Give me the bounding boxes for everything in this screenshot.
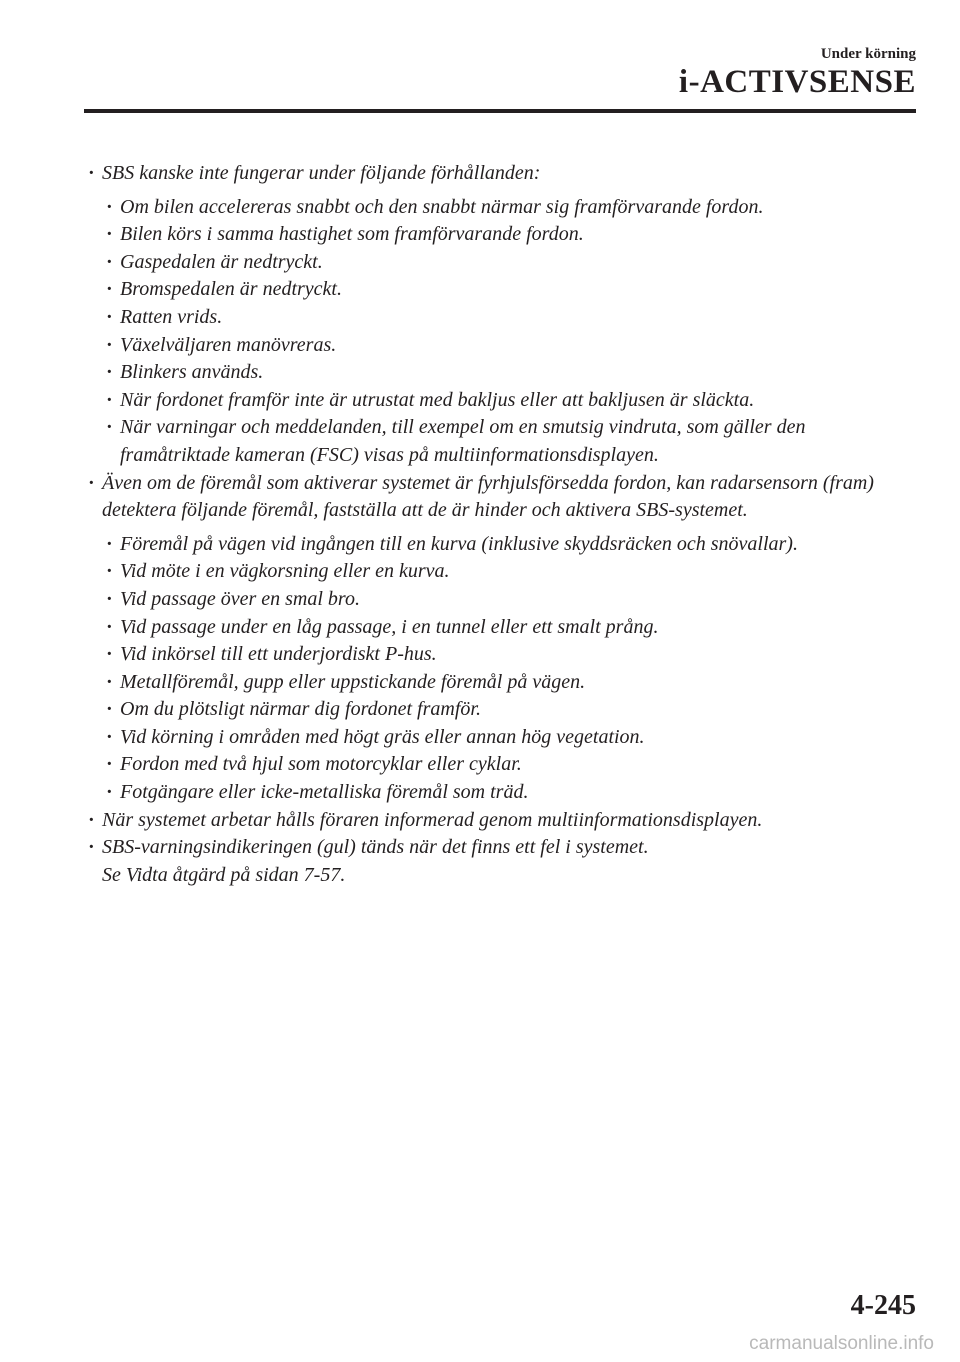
sub-bullet-item: · Blinkers används. [104, 359, 916, 387]
chapter-title: i-ACTIVSENSE [678, 64, 916, 100]
bullet-item: · SBS kanske inte fungerar under följande förhållanden: [86, 160, 916, 188]
sub-bullet-item: · Gaspedalen är nedtryckt. [104, 249, 916, 277]
sub-bullet-item: · Vid inkörsel till ett underjordiskt P-hus. [104, 641, 916, 669]
bullet-item: · När systemet arbetar hålls föraren informerad genom multiinformationsdisplayen. [86, 807, 916, 835]
sub-bullet-item: · När varningar och meddelanden, till exempel om en smutsig vindruta, som gäller den framåtriktade kameran (FSC) visas på multiinformationsdisplayen. [104, 414, 916, 469]
header-rule [84, 109, 916, 113]
sub-bullet-item: · Fordon med två hjul som motorcyklar eller cyklar. [104, 751, 916, 779]
sub-bullet-item: · När fordonet framför inte är utrustat med bakljus eller att bakljusen är släckta. [104, 387, 916, 415]
page-number: 4-245 [850, 1290, 916, 1321]
page-reference: Se Vidta åtgärd på sidan 7-57. [102, 863, 346, 886]
bullet-item: · Även om de föremål som aktiverar systemet är fyrhjulsförsedda fordon, kan radarsensorn (fram) detektera följande föremål, fastställa att de är hinder och aktivera SBS-systemet. [86, 470, 916, 525]
sub-bullet-item: · Föremål på vägen vid ingången till en kurva (inklusive skyddsräcken och snövallar). [104, 531, 916, 559]
sub-bullet-item: · Vid passage över en smal bro. [104, 586, 916, 614]
sub-bullet-item: · Om bilen accelereras snabbt och den snabbt närmar sig framförvarande fordon. [104, 194, 916, 222]
sub-bullet-item: · Om du plötsligt närmar dig fordonet framför. [104, 696, 916, 724]
bullet-item: · SBS-varningsindikeringen (gul) tänds när det finns ett fel i systemet. [86, 834, 916, 862]
sub-bullet-item: · Vid passage under en låg passage, i en tunnel eller ett smalt prång. [104, 614, 916, 642]
section-label: Under körning [820, 46, 916, 62]
sub-bullet-item: · Metallföremål, gupp eller uppstickande föremål på vägen. [104, 669, 916, 697]
sub-bullet-item: · Bilen körs i samma hastighet som framförvarande fordon. [104, 221, 916, 249]
sub-bullet-item: · Växelväljaren manövreras. [104, 332, 916, 360]
watermark: carmanualsonline.info [749, 1333, 934, 1354]
sub-bullet-item: · Vid möte i en vägkorsning eller en kurva. [104, 558, 916, 586]
content-body [86, 160, 916, 889]
sub-bullet-item: · Bromspedalen är nedtryckt. [104, 276, 916, 304]
sub-bullet-item: · Vid körning i områden med högt gräs eller annan hög vegetation. [104, 724, 916, 752]
sub-bullet-item: · Ratten vrids. [104, 304, 916, 332]
sub-bullet-item: · Fotgängare eller icke-metalliska föremål som träd. [104, 779, 916, 807]
